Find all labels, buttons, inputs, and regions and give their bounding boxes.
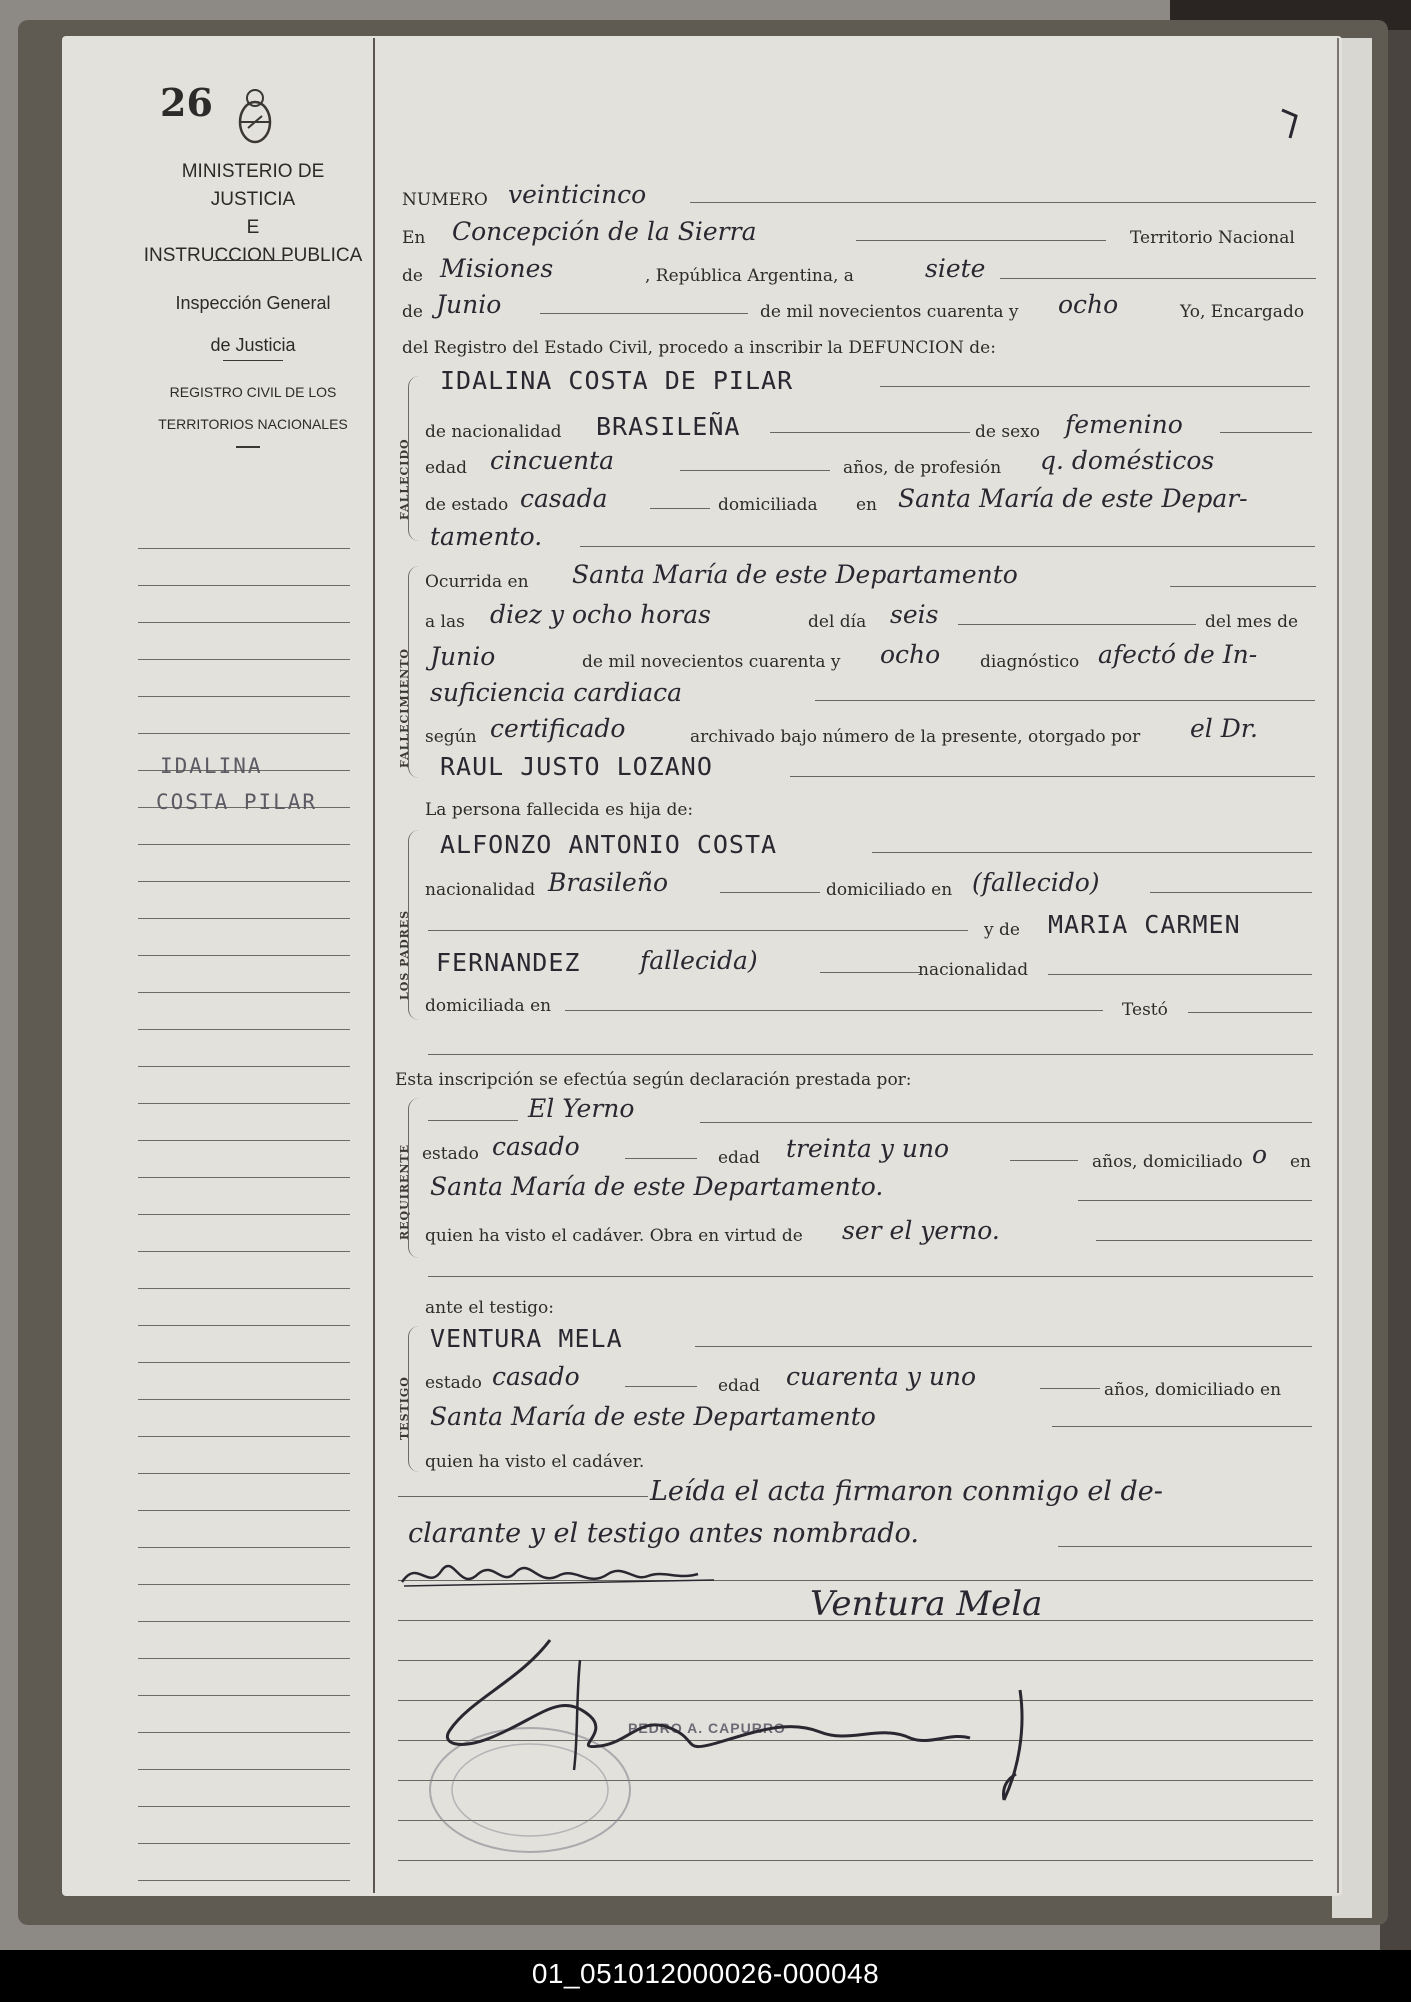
national-seal-icon [236,86,274,148]
ministry-line: INSTRUCCION PUBLICA [143,245,363,266]
fill-line [580,546,1315,547]
margin-rule [138,1658,350,1659]
year-value: ocho [1058,290,1119,319]
margin-rule [138,1251,350,1252]
archivado-label: archivado bajo número de la presente, otorgado por [690,727,1141,747]
page-right-edge [1337,38,1339,1893]
fill-line [650,508,710,509]
margin-rule [138,1769,350,1770]
fill-line [1048,974,1312,975]
declaracion-label: Esta inscripción se efectúa según declaración prestada por: [395,1070,912,1090]
edad-value: treinta y uno [786,1134,950,1163]
profesion-label: años, de profesión [843,458,1002,478]
ministry-line: MINISTERIO DE JUSTICIA [181,161,325,210]
fill-line [1078,1200,1312,1201]
margin-note-line: COSTA PILAR [156,790,318,814]
en-label: en [1290,1152,1312,1172]
sexo-label: de sexo [975,422,1040,442]
margin-rule [138,548,350,549]
numero-value: veinticinco [508,180,647,209]
fill-line [1010,1160,1078,1161]
domiciliada-label: domiciliada [718,495,818,515]
fill-line [872,852,1312,853]
stamp-text: PEDRO A. CAPURRO [628,1720,786,1736]
fill-line [625,1158,697,1159]
domicilio-label: años, domiciliado [1092,1152,1243,1172]
margin-rule [138,1547,350,1548]
encargado-label: Yo, Encargado [1180,302,1305,322]
sexo-value: femenino [1065,410,1183,439]
testo-label: Testó [1122,1000,1168,1020]
margin-rule [138,844,350,845]
padre-domicilio: (fallecido) [972,868,1100,897]
deceased-name: IDALINA COSTA DE PILAR [440,366,794,395]
virtud-value: ser el yerno. [842,1216,1000,1245]
year-value: ocho [880,640,941,669]
diagnostico-value-cont: suficiencia cardiaca [430,678,683,707]
day-value: siete [925,254,986,283]
section-label: FALLECIMIENTO [398,648,411,768]
testigo-name: VENTURA MELA [430,1324,623,1353]
alas-label: a las [425,612,465,632]
hora-value: diez y ocho horas [490,600,711,629]
inspection-line: de Justicia [210,335,296,355]
diagnostico-value: afectó de In- [1098,640,1258,669]
lugar-value: Santa María de este Departamento [572,560,1018,589]
en-label: en [856,495,878,515]
margin-rule [138,1806,350,1807]
margin-rule [138,1621,350,1622]
scribbled-signature [398,1552,718,1600]
estado-value: casado [492,1132,580,1161]
place-value: Concepción de la Sierra [452,217,757,246]
estado-value: casado [492,1362,580,1391]
image-identifier: 01_051012000026-000048 [531,1958,880,1989]
cadaver-label: quien ha visto el cadáver. [425,1452,645,1472]
nacionalidad-label: nacionalidad [425,880,536,900]
year-label: de mil novecientos cuarenta y [582,652,841,672]
domicilio-value: Santa María de este Departamento [430,1402,876,1431]
margin-rule [138,1399,350,1400]
fill-line [625,1386,697,1387]
margin-rule [138,955,350,956]
fill-line [680,470,830,471]
ink-mark [1276,106,1306,150]
documento-value: certificado [490,714,626,743]
margin-rule [138,1066,350,1067]
fill-line [1150,892,1312,893]
en-label: En [402,228,426,248]
margin-rule [138,1029,350,1030]
padre-name: ALFONZO ANTONIO COSTA [440,830,778,859]
otorgante-name: RAUL JUSTO LOZANO [440,752,713,781]
margin-rule [138,1880,350,1881]
registry-line: TERRITORIOS NACIONALES [158,416,348,432]
fill-line [1220,432,1312,433]
fill-line [1096,1240,1312,1241]
registro-line: del Registro del Estado Civil, procedo a inscribir la DEFUNCION de: [402,338,996,358]
fill-line [720,892,820,893]
domiciliado-label: domiciliado en [826,880,953,900]
margin-rule [138,1843,350,1844]
fill-line [790,776,1315,777]
republica-label: , República Argentina, a [645,266,854,286]
margin-rule [138,733,350,734]
fill-line [1000,278,1316,279]
margin-rule [138,1177,350,1178]
margin-rule [138,1288,350,1289]
year-label: de mil novecientos cuarenta y [760,302,1019,322]
fill-line [1170,586,1316,587]
domicilio-label: años, domiciliado en [1104,1380,1282,1400]
fill-line [540,313,748,314]
fill-line [1040,1388,1100,1389]
margin-rule [138,1436,350,1437]
madre-name-cont: FERNANDEZ [436,948,581,977]
margin-rule [138,1732,350,1733]
de-label: de [402,302,423,322]
domicilio-suffix: o [1252,1140,1268,1169]
otorgante-value: el Dr. [1190,714,1258,743]
estado-label: de estado [425,495,509,515]
month-value: Junio [436,290,502,319]
registry-heading [140,376,366,440]
registry-line: REGISTRO CIVIL DE LOS [169,384,337,400]
segun-label: según [425,727,477,747]
domicilio-value: Santa María de este Depar- [898,484,1248,513]
margin-rule [138,622,350,623]
territory-value: Misiones [440,254,554,283]
estado-value: casada [520,484,608,513]
fill-line [770,432,970,433]
fill-line [428,930,968,931]
closing-line: clarante y el testigo antes nombrado. [408,1518,919,1549]
fill-line [820,972,920,973]
dia-label: del día [808,612,867,632]
mes-label: del mes de [1205,612,1299,632]
margin-rule [138,659,350,660]
margin-rule [138,1510,350,1511]
registrar-signature [430,1620,1070,1824]
margin-rule [138,1473,350,1474]
mes-value: Junio [430,642,496,671]
margin-rule [138,1362,350,1363]
fill-line [428,1054,1313,1055]
dia-value: seis [890,600,939,629]
nacionalidad-label: de nacionalidad [425,422,562,442]
folio-number: 26 [160,80,213,125]
hija-label: La persona fallecida es hija de: [425,800,694,820]
margin-rule [138,1103,350,1104]
section-label: REQUIRENTE [398,1144,411,1240]
fill-line [428,1120,518,1121]
header-divider [236,446,260,448]
fill-line [700,1122,1312,1123]
fill-line [1058,1546,1312,1547]
fill-line [565,1010,1103,1011]
margin-note-line: IDALINA [160,754,263,778]
inspection-line: Inspección General [175,293,331,313]
estado-label: estado [425,1373,482,1393]
edad-label: edad [425,458,467,478]
domicilio-value: Santa María de este Departamento. [430,1172,884,1201]
fill-line [958,624,1196,625]
fill-line [428,1276,1313,1277]
edad-value: cincuenta [490,446,615,475]
witness-signature: Ventura Mela [810,1584,1043,1624]
margin-rule [138,881,350,882]
column-divider [373,38,375,1893]
domiciliada-label: domiciliada en [425,996,552,1016]
margin-rule [138,1214,350,1215]
header-divider [223,360,283,361]
madre-name: MARIA CARMEN [1048,910,1241,939]
ocurrida-label: Ocurrida en [425,572,529,592]
padre-nacionalidad: Brasileño [548,868,668,897]
madre-domicilio: fallecida) [640,946,758,975]
margin-rule [138,585,350,586]
fill-line [690,202,1316,203]
ante-label: ante el testigo: [425,1298,555,1318]
margin-rule [138,1325,350,1326]
de-label: de [402,266,423,286]
edad-label: edad [718,1148,760,1168]
profesion-value: q. domésticos [1040,446,1215,475]
numero-label: NUMERO [402,190,488,210]
margin-rule [138,696,350,697]
fill-line [1188,1012,1312,1013]
fill-line [856,240,1106,241]
margin-rule [138,1695,350,1696]
cadaver-label: quien ha visto el cadáver. Obra en virtud de [425,1226,803,1246]
domicilio-value-cont: tamento. [430,522,543,551]
edad-label: edad [718,1376,760,1396]
closing-line: Leída el acta firmaron conmigo el de- [650,1476,1163,1507]
territorio-label: Territorio Nacional [1130,228,1295,248]
y-de-label: y de [984,920,1020,940]
declarante-value: El Yerno [528,1094,635,1123]
nacionalidad-value: BRASILEÑA [596,412,741,441]
fill-line [880,386,1310,387]
header-divider [213,260,293,261]
fill-line [1052,1426,1312,1427]
inspection-heading [140,282,366,366]
section-label: FALLECIDO [398,438,411,520]
margin-rule [138,1140,350,1141]
section-label: TESTIGO [398,1376,411,1440]
fill-line [815,700,1315,701]
diagnostico-label: diagnóstico [980,652,1080,672]
margin-rule [138,1584,350,1585]
fill-line [695,1346,1312,1347]
margin-rule [138,918,350,919]
ministry-line: E [246,217,260,238]
section-label: LOS PADRES [398,909,411,1000]
margin-rule [138,992,350,993]
estado-label: estado [422,1144,479,1164]
ministry-heading [140,158,366,270]
fill-line [398,1496,648,1497]
nacionalidad-label: nacionalidad [918,960,1029,980]
edad-value: cuarenta y uno [786,1362,977,1391]
